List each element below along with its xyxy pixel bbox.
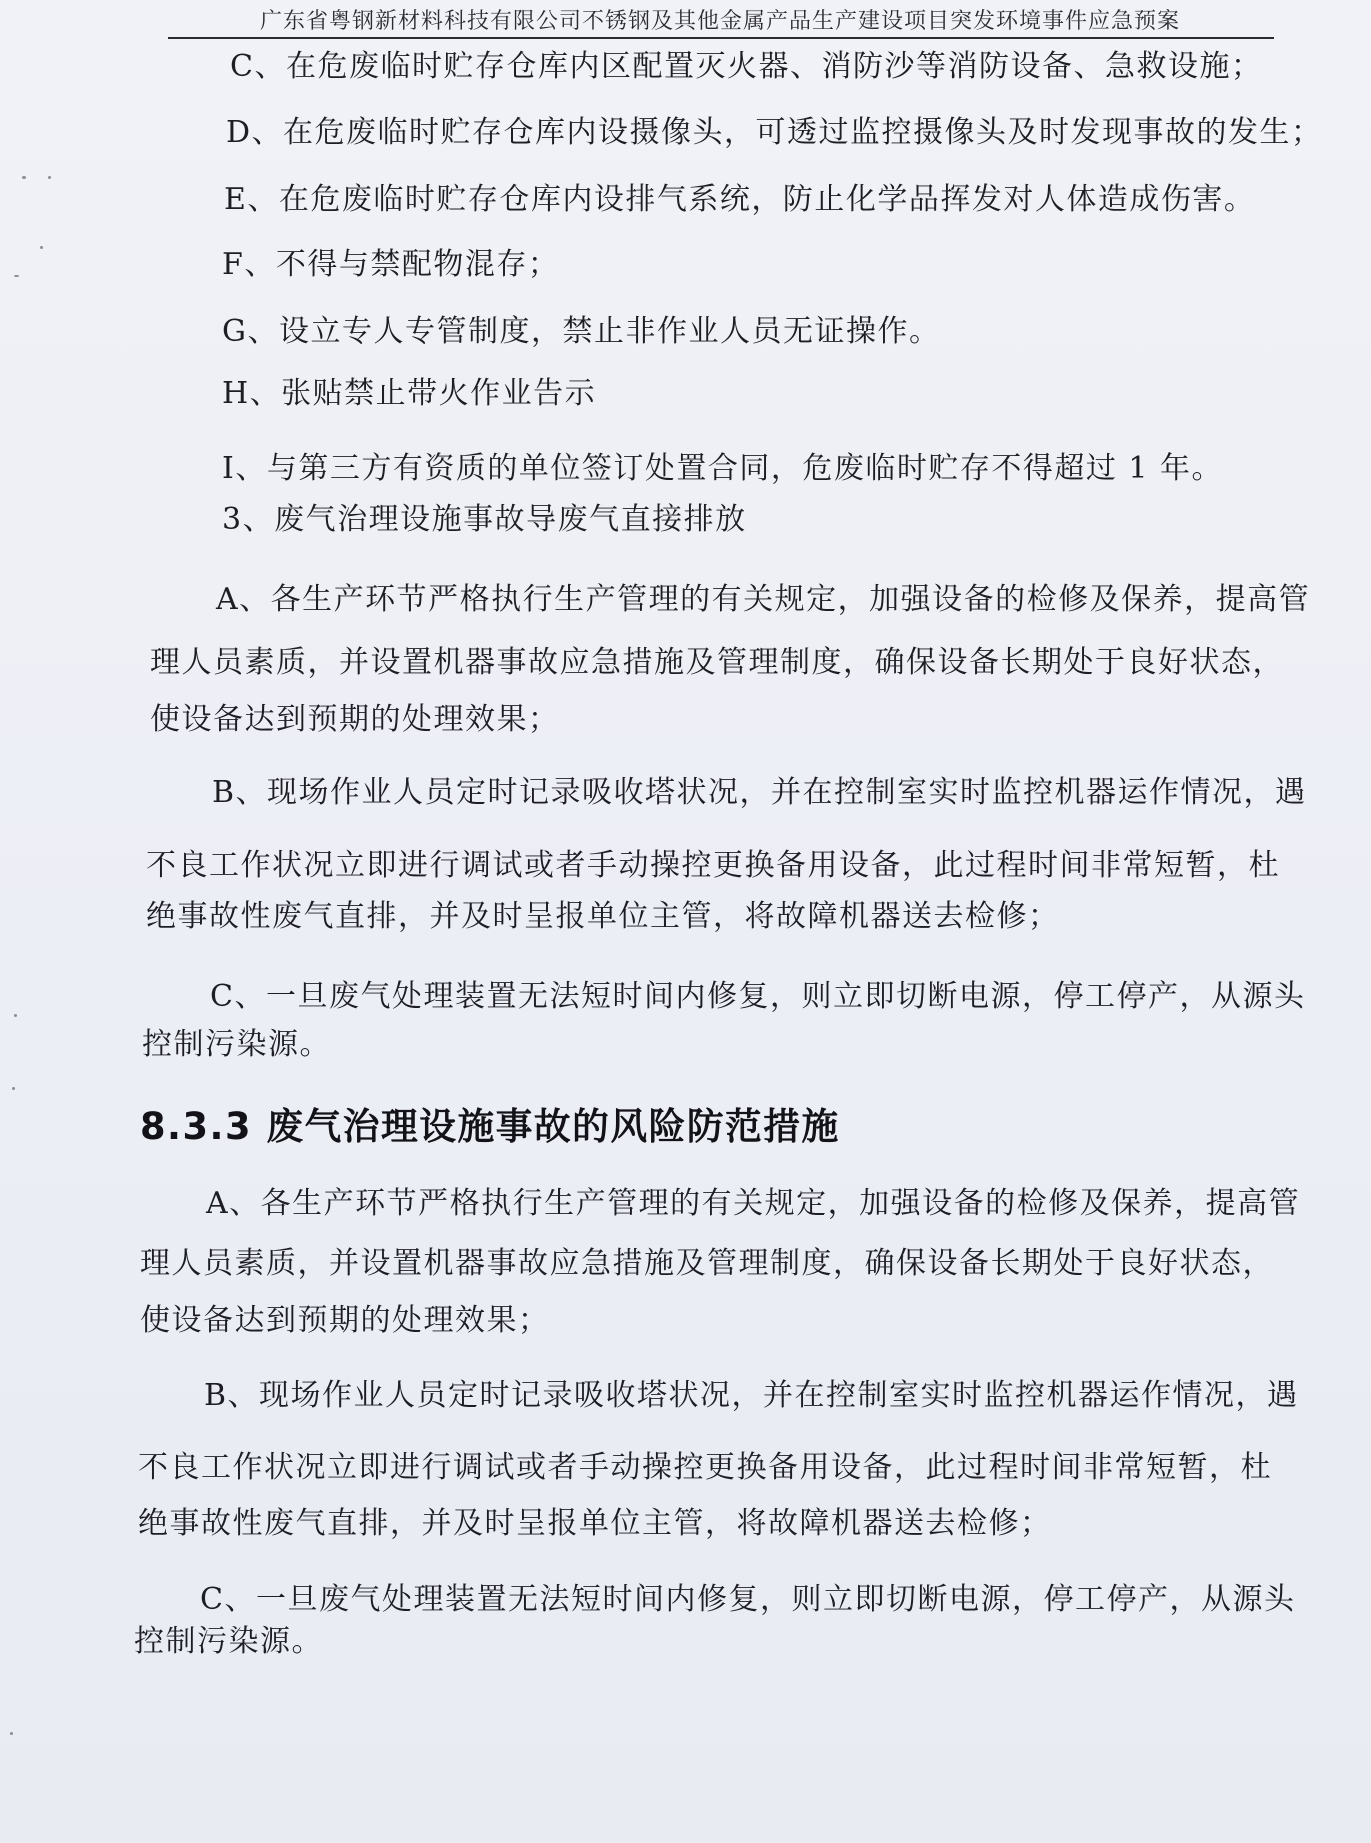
- section-line-a2: 理人员素质，并设置机器事故应急措施及管理制度，确保设备长期处于良好状态，: [140, 1246, 1274, 1281]
- text-line-h-notice: H、张贴禁止带火作业告示: [222, 376, 597, 411]
- section-line-a1: A、各生产环节严格执行生产管理的有关规定，加强设备的检修及保养，提高管: [206, 1186, 1301, 1221]
- text-line-d-camera: D、在危废临时贮存仓库内设摄像头，可透过监控摄像头及时发现事故的发生；: [226, 115, 1323, 150]
- text-line-f-storage: F、不得与禁配物混存；: [222, 247, 560, 282]
- section-heading: 8.3.3 废气治理设施事故的风险防范措施: [140, 1105, 840, 1148]
- text-line-b3: 绝事故性废气直排，并及时呈报单位主管，将故障机器送去检修；: [146, 899, 1060, 934]
- section-line-b3: 绝事故性废气直排，并及时呈报单位主管，将故障机器送去检修；: [138, 1506, 1052, 1541]
- section-line-c1: C、一旦废气处理装置无法短时间内修复，则立即切断电源，停工停产，从源头: [200, 1582, 1296, 1617]
- scan-speck: [14, 1014, 17, 1017]
- text-line-subheading-3: 3、废气治理设施事故导废气直接排放: [222, 502, 747, 537]
- text-line-a1: A、各生产环节严格执行生产管理的有关规定，加强设备的检修及保养，提高管: [216, 582, 1311, 617]
- scan-speck: [14, 275, 19, 277]
- section-line-c2: 控制污染源。: [134, 1624, 323, 1659]
- scan-speck: [12, 1087, 15, 1090]
- header-rule: [168, 37, 1274, 39]
- text-line-b2: 不良工作状况立即进行调试或者手动操控更换备用设备，此过程时间非常短暂，杜: [146, 848, 1280, 883]
- scan-speck: [48, 176, 51, 179]
- text-line-c1: C、一旦废气处理装置无法短时间内修复，则立即切断电源，停工停产，从源头: [210, 979, 1306, 1014]
- section-line-a3: 使设备达到预期的处理效果；: [140, 1303, 550, 1338]
- scan-speck: [22, 176, 26, 179]
- scan-speck: [40, 246, 43, 249]
- text-line-e-exhaust: E、在危废临时贮存仓库内设排气系统，防止化学品挥发对人体造成伤害。: [224, 182, 1256, 217]
- text-line-c-fire-equipment: C、在危废临时贮存仓库内区配置灭火器、消防沙等消防设备、急救设施；: [230, 49, 1263, 84]
- page-header: 广东省粤钢新材料科技有限公司不锈钢及其他金属产品生产建设项目突发环境事件应急预案: [260, 9, 1181, 34]
- text-line-a2: 理人员素质，并设置机器事故应急措施及管理制度，确保设备长期处于良好状态，: [150, 645, 1284, 680]
- text-line-g-management: G、设立专人专管制度，禁止非作业人员无证操作。: [222, 314, 941, 349]
- text-line-a3: 使设备达到预期的处理效果；: [150, 702, 560, 737]
- scan-speck: [10, 1732, 13, 1735]
- text-line-c2: 控制污染源。: [142, 1027, 331, 1062]
- text-line-i-contract: I、与第三方有资质的单位签订处置合同，危废临时贮存不得超过 1 年。: [222, 451, 1224, 486]
- text-line-b1: B、现场作业人员定时记录吸收塔状况，并在控制室实时监控机器运作情况，遇: [212, 775, 1307, 810]
- section-line-b1: B、现场作业人员定时记录吸收塔状况，并在控制室实时监控机器运作情况，遇: [204, 1378, 1299, 1413]
- section-line-b2: 不良工作状况立即进行调试或者手动操控更换备用设备，此过程时间非常短暂，杜: [138, 1450, 1272, 1485]
